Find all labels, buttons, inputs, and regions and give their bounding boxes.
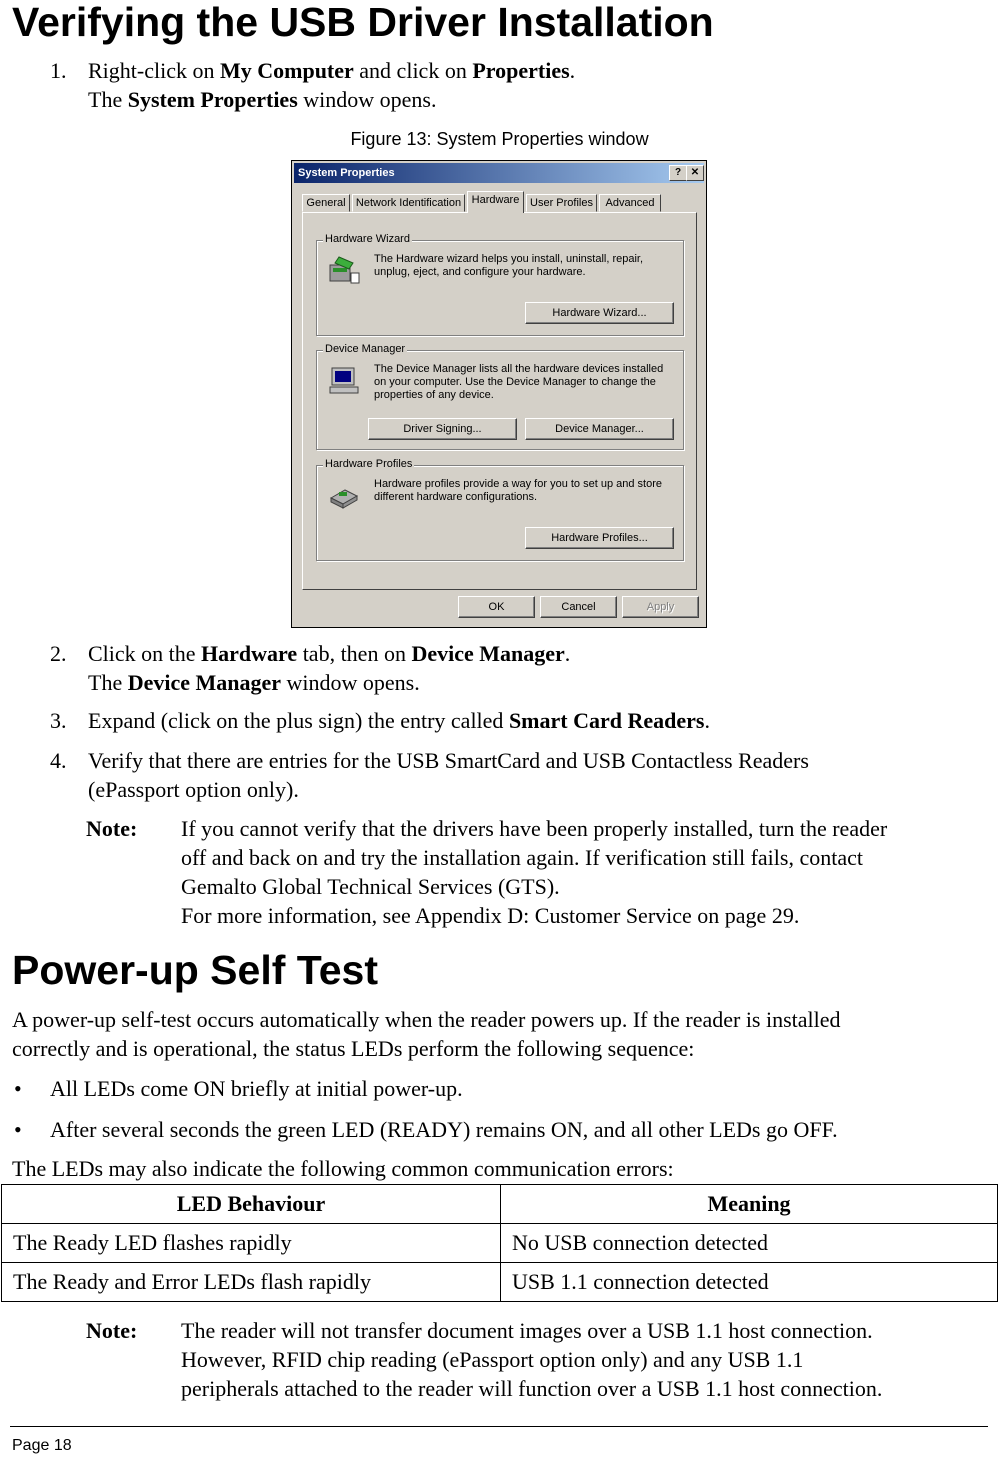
bullet-item: All LEDs come ON briefly at initial power-up. [50, 1076, 463, 1101]
step-number: 2. [50, 641, 67, 666]
apply-button[interactable]: Apply [622, 596, 699, 618]
device-manager-button[interactable]: Device Manager... [525, 418, 674, 440]
computer-icon [327, 365, 361, 397]
tab-network-identification[interactable]: Network Identification [352, 194, 465, 212]
section-heading: Power-up Self Test [12, 947, 379, 993]
note-line: For more information, see Appendix D: Customer Service on page 29. [181, 903, 800, 928]
driver-signing-button[interactable]: Driver Signing... [368, 418, 517, 440]
table-row [2, 1224, 998, 1263]
table-header: Meaning [501, 1185, 998, 1224]
step-number: 3. [50, 708, 67, 733]
tab-general[interactable]: General [302, 194, 350, 212]
note-line: The reader will not transfer document images over a USB 1.1 host connection. [181, 1318, 873, 1343]
table-header: LED Behaviour [2, 1185, 501, 1224]
table-intro: The LEDs may also indicate the following common communication errors: [12, 1156, 674, 1181]
intro-line: A power-up self-test occurs automatically when the reader powers up. If the reader is installed [12, 1007, 841, 1032]
hardware-profiles-group [316, 458, 684, 561]
group-legend: Device Manager [325, 343, 406, 355]
figure-caption: Figure 13: System Properties window [350, 129, 649, 149]
system-properties-dialog [291, 160, 707, 628]
bold-term: Properties [472, 58, 570, 83]
table-cell: No USB connection detected [501, 1224, 998, 1263]
note-line: off and back on and try the installation again. If verification still fails, contact [181, 845, 863, 870]
dialog-titlebar [294, 163, 704, 183]
bold-term: Smart Card Readers [508, 708, 705, 733]
text: Right-click on [88, 58, 220, 83]
table-cell: USB 1.1 connection detected [501, 1263, 998, 1302]
step-2-result [88, 668, 420, 697]
group-description: The Hardware wizard helps you install, uninstall, repair, unplug, eject, and configure your hardware. [374, 253, 644, 278]
bold-term: System Properties [127, 87, 298, 112]
bullet-icon: • [14, 1117, 22, 1142]
hardware-wizard-button[interactable]: Hardware Wizard... [525, 302, 674, 324]
group-legend: Hardware Profiles [325, 458, 413, 470]
table-row [2, 1263, 998, 1302]
tab-user-profiles[interactable]: User Profiles [526, 194, 597, 212]
group-description: The Device Manager lists all the hardware devices installed on your computer. Use the Device Manager to change the properties of any device. [374, 363, 664, 401]
device-manager-group [316, 343, 684, 450]
hardware-profiles-icon [327, 480, 361, 512]
text: window opens. [297, 87, 437, 112]
table-cell: The Ready and Error LEDs flash rapidly [2, 1263, 501, 1302]
note-label [86, 1316, 137, 1345]
text: Expand (click on the plus sign) the entry called [88, 708, 509, 733]
note-line: If you cannot verify that the drivers have been properly installed, turn the reader [181, 816, 888, 841]
group-legend: Hardware Wizard [325, 233, 410, 245]
group-description: Hardware profiles provide a way for you to set up and store different hardware configurations. [374, 478, 662, 503]
bullet-icon: • [14, 1076, 22, 1101]
text: . [569, 58, 576, 83]
text: The [88, 87, 128, 112]
section-heading: Verifying the USB Driver Installation [12, 0, 714, 45]
step-1-text [88, 56, 575, 85]
hardware-wizard-group [316, 233, 684, 336]
bold-term: Device Manager [411, 641, 565, 666]
hardware-wizard-icon [327, 255, 361, 287]
step-4-line-1: Verify that there are entries for the USB SmartCard and USB Contactless Readers [88, 748, 809, 773]
close-icon[interactable]: ✕ [686, 165, 704, 181]
text: and click on [353, 58, 473, 83]
note-label-text: Note: [86, 816, 138, 841]
note-line: Gemalto Global Technical Services (GTS). [181, 874, 560, 899]
text: . [564, 641, 571, 666]
table-cell: The Ready LED flashes rapidly [2, 1224, 501, 1263]
step-1-result [88, 85, 436, 114]
note-label-text: Note: [86, 1318, 138, 1343]
bold-term: Device Manager [127, 670, 282, 695]
tab-advanced[interactable]: Advanced [599, 194, 661, 212]
ok-button[interactable]: OK [458, 596, 535, 618]
text: Click on the [88, 641, 202, 666]
text: window opens. [281, 670, 420, 695]
text: The [88, 670, 128, 695]
step-2-text [88, 639, 570, 668]
bold-term: My Computer [219, 58, 354, 83]
text: . [704, 708, 710, 733]
cancel-button[interactable]: Cancel [540, 596, 617, 618]
step-4-line-2: (ePassport option only). [88, 777, 299, 802]
tab-hardware[interactable]: Hardware [467, 191, 524, 213]
note-label [86, 814, 137, 843]
intro-line: correctly and is operational, the status LEDs perform the following sequence: [12, 1036, 695, 1061]
step-number: 4. [50, 748, 67, 773]
table-header-row [2, 1185, 998, 1224]
note-line: However, RFID chip reading (ePassport option only) and any USB 1.1 [181, 1347, 804, 1372]
footer-divider [10, 1426, 988, 1427]
bold-term: Hardware [201, 641, 298, 666]
hardware-profiles-button[interactable]: Hardware Profiles... [525, 527, 674, 549]
led-table [1, 1184, 998, 1302]
note-line: peripherals attached to the reader will function over a USB 1.1 host connection. [181, 1376, 883, 1401]
help-icon[interactable]: ? [669, 165, 687, 181]
bullet-item: After several seconds the green LED (READY) remains ON, and all other LEDs go OFF. [50, 1117, 838, 1142]
step-number: 1. [50, 58, 67, 83]
step-3-text [88, 706, 710, 735]
dialog-title: System Properties [298, 167, 395, 179]
page-number: Page 18 [12, 1437, 72, 1454]
hardware-panel [302, 212, 697, 590]
text: tab, then on [297, 641, 412, 666]
